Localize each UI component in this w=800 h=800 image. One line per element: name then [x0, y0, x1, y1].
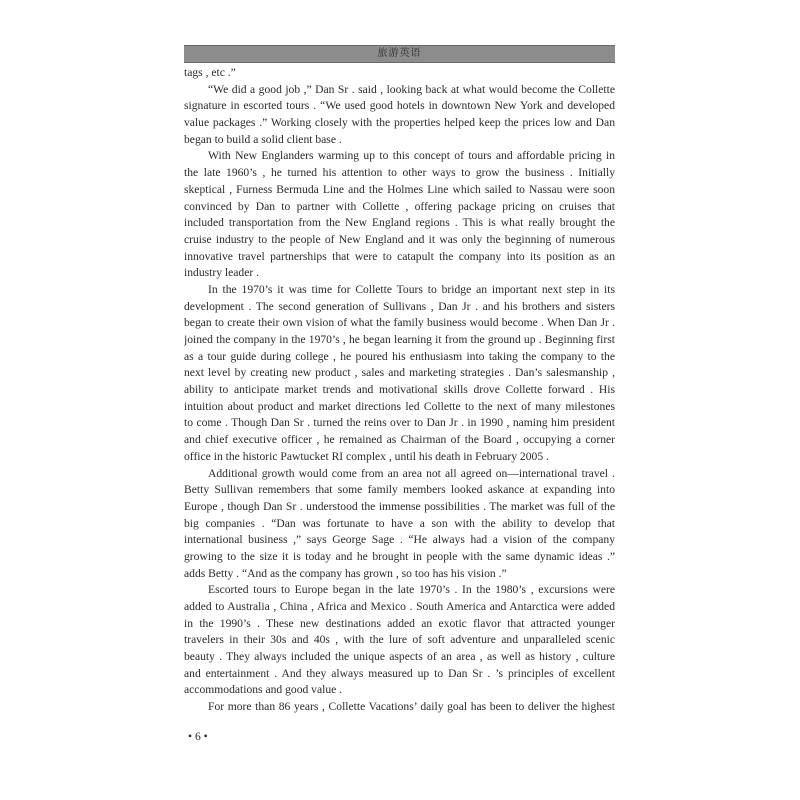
text-line: included transportation from the New England regions . This is what really brought the — [184, 216, 615, 230]
text-line: and entertainment . And they always measured up to Dan Sr . ’s principles of excellent — [184, 666, 615, 680]
text-line: office in the historic Pawtucket RI complex , until his death in February 2005 . — [184, 449, 549, 463]
text-line: value packages .” Working closely with the properties helped keep the prices low and Dan — [184, 116, 615, 130]
text-line: travelers in their 30s and 40s , with the lure of soft adventure and unparalleled scenic — [184, 633, 615, 647]
text-line: added to Australia , China , Africa and Mexico . South America and Antarctica were added — [184, 600, 615, 613]
paragraph — [184, 699, 615, 716]
running-header — [184, 45, 615, 63]
paragraph — [184, 148, 615, 282]
text-line: Additional growth would come from an area not all agreed on—international travel . — [208, 466, 615, 480]
text-line: ability to anticipate market trends and motivational skills drove Collette forward . His — [184, 383, 615, 397]
text-line: In the 1970’s it was time for Collette Tours to bridge an important next step in its — [208, 282, 615, 296]
text-line: big companies . “Dan was fortunate to have a son with the ability to develop that — [184, 516, 615, 530]
text-line: innovative travel partnerships that were to catapult the company into its position as an — [184, 249, 615, 263]
text-line: to come . Though Dan Sr . turned the reins over to Dan Jr . in 1990 , naming him president — [184, 416, 615, 430]
text-line: convinced by Dan to partner with Collette , offering package pricing on cruises that — [184, 199, 615, 213]
text-line: the late 1960’s , he turned his attention to other ways to grow the business . Initially — [184, 166, 615, 180]
text-line: For more than 86 years , Collette Vacations’ daily goal has been to deliver the highest — [208, 700, 615, 714]
paragraph — [184, 466, 615, 583]
text-line: accommodations and good value . — [184, 683, 343, 697]
running-header-title: 旅游英语 — [377, 48, 422, 59]
text-line: began to build a solid client base . — [184, 132, 342, 146]
text-line: in the 1990’s . These new destinations added an exotic flavor that attracted younger — [184, 616, 615, 630]
page-number: • 6 • — [188, 730, 208, 743]
paragraph — [184, 82, 615, 149]
text-line: growing to the size it is today and he brought in people with the same dynamic ideas .” — [184, 549, 615, 563]
text-line: beauty . They always included the unique aspects of an area , as well as history , culture — [184, 650, 615, 664]
text-line: “We did a good job ,” Dan Sr . said , looking back at what would become the Collette — [208, 82, 615, 96]
text-line: and chief executive officer , he remained as Chairman of the Board , occupying a corner — [184, 433, 615, 447]
text-line: skeptical , Furness Bermuda Line and the Holmes Line which sailed to Nassau were soon — [184, 182, 615, 196]
text-line: Betty Sullivan remembers that some family members looked askance at expanding into — [184, 483, 615, 497]
paragraph — [184, 582, 615, 699]
text-line: international business ,” says George Sage . “He always had a vision of the company — [184, 533, 615, 547]
text-line: cruise industry to the people of New England and it was only the beginning of numerous — [184, 232, 615, 246]
text-line: as a tour guide during college , he poured his enthusiasm into taking the company to the — [184, 349, 615, 363]
paragraph — [184, 65, 615, 82]
text-line: adds Betty . “And as the company has grown , so too has his vision .” — [184, 566, 507, 580]
paragraph — [184, 282, 615, 466]
text-line: Escorted tours to Europe began in the late 1970’s . In the 1980’s , excursions were — [208, 583, 615, 597]
text-line: next level by creating new product , sales and marketing strategies . Dan’s salesmanship , — [184, 366, 615, 380]
text-line: development . The second generation of Sullivans , Dan Jr . and his brothers and sisters — [184, 299, 615, 313]
text-line: With New Englanders warming up to this concept of tours and affordable pricing in — [208, 149, 615, 163]
text-line: Europe , though Dan Sr . understood the immense possibilities . The market was full of the — [184, 499, 615, 513]
text-line: intuition about product and market directions led Collette to the next of many milestones — [184, 399, 615, 413]
page-body-text — [184, 65, 615, 716]
text-line: began to create their own vision of what the family business would become . When Dan Jr . — [184, 316, 615, 330]
text-line: joined the company in the 1970’s , he began learning it from the ground up . Beginning first — [184, 333, 615, 346]
text-line: industry leader . — [184, 266, 260, 280]
text-line: tags , etc .” — [184, 66, 236, 79]
text-line: signature in escorted tours . “We used good hotels in downtown New York and developed — [184, 99, 615, 113]
